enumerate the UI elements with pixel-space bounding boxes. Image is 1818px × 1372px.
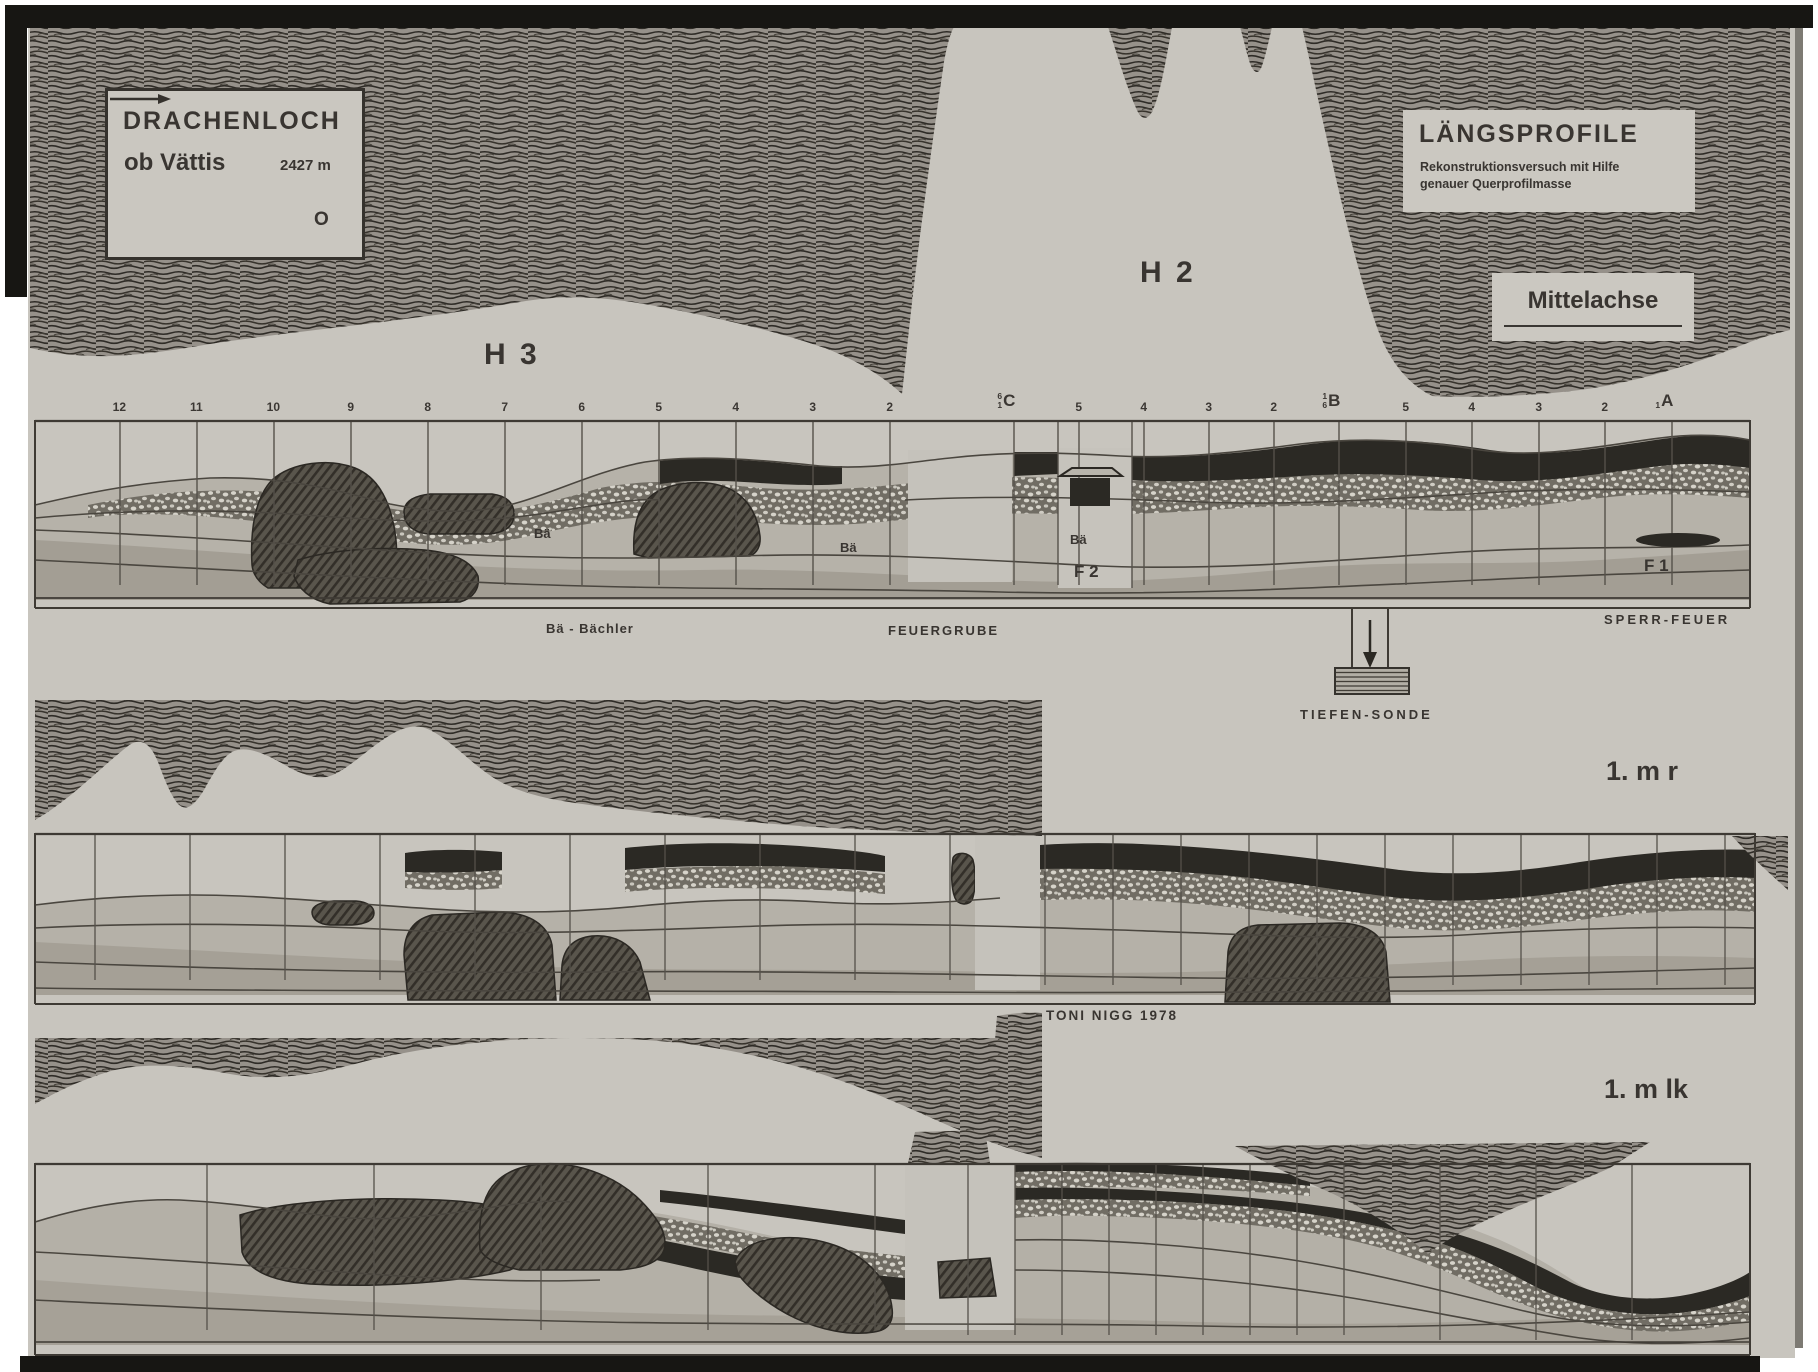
axis-label-box <box>1492 273 1694 341</box>
section-marker-A: 1 A <box>1655 391 1674 410</box>
tick-label: 4 <box>1140 400 1148 414</box>
caption-sperr-feuer: SPERR-FEUER <box>1604 612 1731 627</box>
tick-label: 10 <box>266 400 281 414</box>
bae-label: Bä <box>840 540 857 555</box>
legend-title: LÄNGSPROFILE <box>1419 120 1639 148</box>
hall-3-label: H 3 <box>484 338 540 371</box>
bae-label: Bä <box>534 526 551 541</box>
orientation-label: O <box>314 209 329 230</box>
caption-baechler: Bä - Bächler <box>546 621 634 636</box>
caption-tiefen-sonde: TIEFEN-SONDE <box>1300 707 1433 722</box>
tick-label: 11 <box>190 400 203 414</box>
credit-label: TONI NIGG 1978 <box>1046 1008 1179 1023</box>
tick-label: 5 <box>655 400 663 414</box>
tick-label: 9 <box>347 400 355 414</box>
tick-label: 5 <box>1402 400 1410 414</box>
tick-label: 3 <box>809 400 817 414</box>
site-name: DRACHENLOCH <box>123 107 341 135</box>
legend-subtitle-2: genauer Querprofilmasse <box>1420 177 1572 191</box>
legend-subtitle-1: Rekonstruktionsversuch mit Hilfe <box>1420 160 1620 174</box>
section-marker-B: 1 6 B <box>1322 391 1341 410</box>
probe-box <box>1335 668 1409 694</box>
site-elevation: 2427 m <box>280 157 331 174</box>
axis-label: Mittelachse <box>1527 287 1659 314</box>
feature-f1-label: F 1 <box>1644 556 1669 575</box>
tick-label: 2 <box>1601 400 1609 414</box>
left-profile-label: 1. m lk <box>1604 1074 1689 1104</box>
tick-label: 2 <box>1270 400 1278 414</box>
right-profile-label: 1. m r <box>1606 756 1679 786</box>
tick-label: 2 <box>886 400 894 414</box>
feature-f2-label: F 2 <box>1074 562 1099 581</box>
tick-label: 5 <box>1075 400 1083 414</box>
axis-underline <box>1504 325 1682 327</box>
site-location: ob Vättis <box>124 149 226 176</box>
bae-label: Bä <box>1070 532 1087 547</box>
tick-label: 3 <box>1535 400 1543 414</box>
tick-label: 4 <box>1468 400 1476 414</box>
legend-title-box <box>1403 110 1695 212</box>
tick-label: 8 <box>424 400 432 414</box>
tick-label: 4 <box>732 400 740 414</box>
tick-label: 3 <box>1205 400 1213 414</box>
section-marker-C: 6 1 C <box>997 391 1016 410</box>
tick-label: 12 <box>112 400 127 414</box>
site-title-box <box>105 88 365 260</box>
tick-label: 7 <box>501 400 509 414</box>
caption-feuergrube: FEUERGRUBE <box>888 623 1000 638</box>
tick-label: 6 <box>578 400 586 414</box>
east-arrow-icon <box>108 91 176 107</box>
hall-2-label: H 2 <box>1140 256 1196 289</box>
roof-texture-right-profile <box>35 700 1042 842</box>
